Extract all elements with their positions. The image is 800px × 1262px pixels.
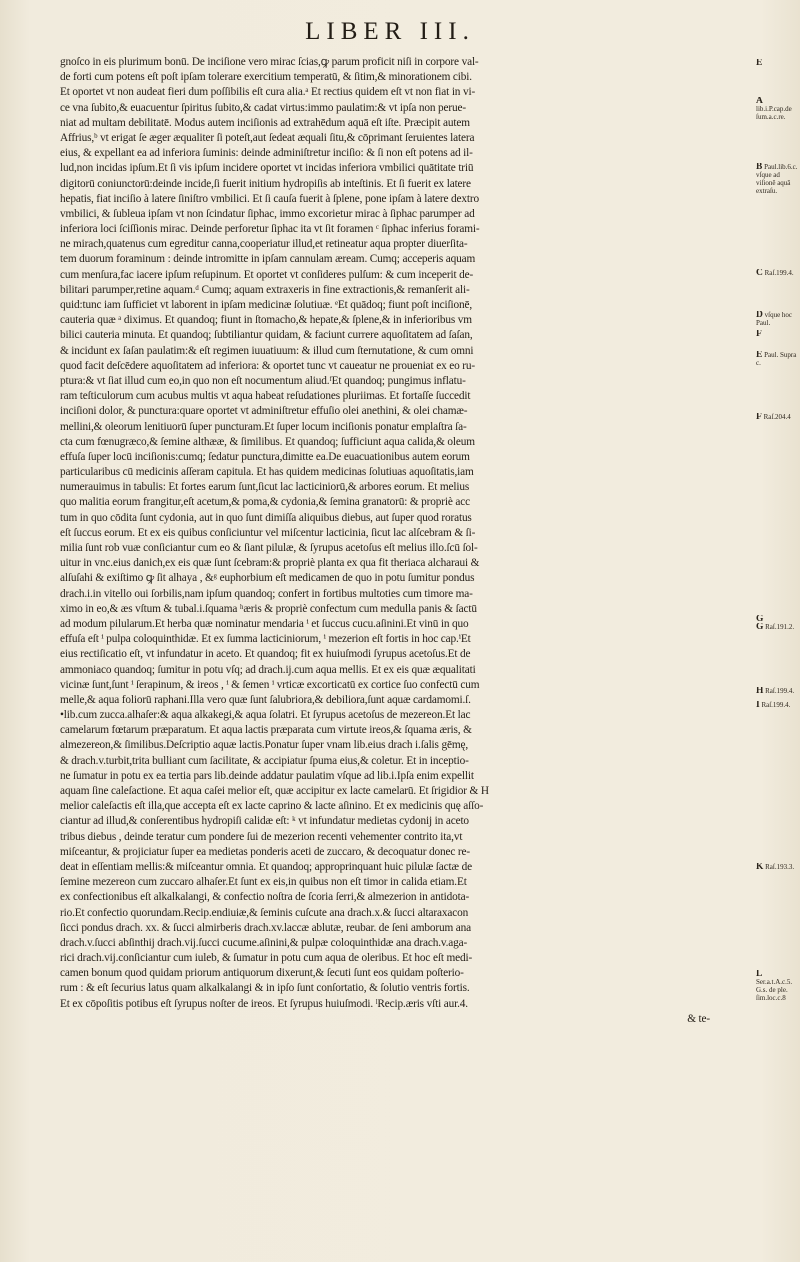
text-line: digitorū coniunctorū:deinde incide,ſi fuerit initium hydropiſis ab inteſtinis. Et ſi fuerit ex latere — [60, 177, 471, 190]
text-line: ne ſumatur in potu ex ea tertia pars lib.deinde addatur paulatim vſque ad lib.i.Ipſa enim expellit — [60, 769, 474, 782]
text-line: quod facit deſcēdere aquoſitatem ad inferiora: & oportet tunc vt caueatur ne proueniat ex eo ru- — [60, 359, 476, 372]
text-line: hepatis, fiat inciſio à latere ſiniſtro vmbilici. Et ſi cauſa fuerit à ſplene, pone ipſam à latere dextro — [60, 192, 480, 205]
running-title: LIBER III. — [305, 18, 475, 45]
text-line: rio.Et confectio quorundam.Recip.endiuiæ,& ſeminis cuſcute ana drach.x.& ſucci altaraxacon — [60, 906, 469, 919]
margin-note — [756, 163, 800, 195]
text-line: eſt ſuccus eorum. Et ex eis quibus conſiciuntur vel miſcentur lacticinia, ſicut lac alſcebram & ſi- — [60, 526, 476, 539]
text-line: particularibus cū medicinis aſſeram capitula. Et has quidem medicinas ſolutiuas aquoſitatis,iam — [60, 466, 474, 479]
text-line: quid:tunc iam ſufficiet vt laborent in ipſam medicinæ ſolutiuæ. ᵉEt quādoq; fiunt poſt inciſionē, — [60, 299, 473, 311]
text-line: Et oportet vt non audeat fieri dum poſſibilis eſt cura alia.ᵃ Et rectius quidem eſt vt non fiat in vi- — [60, 86, 476, 99]
margin-note — [756, 687, 800, 695]
text-line: Et ex cōpoſitis potibus eſt ſyrupus noſter de ireos. Et ſyrupus huiuſmodi. ˡRecip.æris vſti aur.4. — [60, 997, 468, 1010]
margin-note-text: Raſ.199.4. — [765, 687, 795, 695]
text-line: •lib.cum zucca.alhaſer:& aqua alkakegi,& aqua ſolatri. Et ſyrupus acetoſus de mezereon.Et lac — [60, 709, 471, 722]
margin-note-letter: F — [756, 330, 762, 338]
text-line: niat ad multam debilitatē. Modus autem inciſionis ad extrahēdum aquā eſt iſte. Præcipit autem — [60, 116, 470, 129]
text-line: vicinæ ſunt,ſunt ⁱ ſerapinum, & ireos , ⁱ & ſemen ⁱ vrticæ excorticatū ex cortice ſuo confectū cum — [60, 678, 480, 691]
text-line: miſceantur, & projiciatur ſuper ea medietas ponderis aceti de zuccaro, & decoquatur donec re- — [60, 845, 470, 858]
text-line: tem duorum foraminum : deinde intromitte in ipſam cannulam æream. Cumq; acceperis aquam — [60, 253, 476, 266]
text-line: almezereon,& ſimilibus.Deſcriptio aquæ lactis.Ponatur ſuper vnam lib.eius drach i.ſalis gēmę, — [60, 739, 469, 752]
text-line: cta cum fœnugræco,& ſemine althææ, & ſimilibus. Et quandoq; ſufficiunt aqua calida,& oleum — [60, 435, 475, 448]
text-line: mellini,& oleorum lenitiuorū ſuper puncturam.Et ſuper locum inciſionis ponatur emplaſtra ſa- — [60, 420, 467, 433]
text-line: effuſa eſt ⁱ pulpa coloquinthidæ. Et ex ſumma lacticiniorum, ⁱ mezerion eſt fortis in hoc cap.ⁱEt — [60, 633, 471, 646]
text-line: drach.i.in vitello oui ſorbilis,nam ipſum quandoq; confert in fortibus multoties cum timore ma- — [60, 587, 473, 600]
text-line: alſuſahi & exiſtimo ꝙ ſit alhaya , &ᵍ euphorbium eſt medicamen de quo in potu ſumitur pondus — [60, 572, 475, 585]
margin-note — [756, 351, 800, 367]
text-line: aquam ſine caleſactione. Et aqua caſei melior eſt, quæ accipitur ex lacte camelarū. Et ſrigidior & H — [60, 785, 489, 797]
text-line: ciantur ad illud,& conſerentibus hydropiſi calidæ eſt: ᵏ vt infundatur medietas cydonij in aceto — [60, 815, 469, 828]
text-line: ptura:& vt ſiat illud cum eo,in quo non eſt nocumentum aliud.ᶠEt quandoq; pungimus inflatu- — [60, 374, 466, 387]
margin-note — [756, 970, 800, 1002]
margin-note — [756, 701, 800, 709]
text-line: & te- — [687, 1012, 710, 1025]
text-line: vmbilici, & ſubleua ipſam vt non ſcindatur ſiphac, immo excorietur mirac à ſiphac parumper ad — [60, 207, 475, 220]
text-line: & drach.v.turbit,trita bulliant cum ſacilitate, & accipiatur ſpuma eius,& coletur. Et in inceptio- — [60, 754, 469, 767]
text-line: numerauimus in tabulis: Et fortes earum ſunt,ſicut lac lacticiniorū,& arbores eorum. Et melius — [60, 481, 470, 494]
text-line: bilici cauteria minuta. Et quandoq; ſubtiliantur quidam, & faciunt currere aquoſitatem ad ſaſan, — [60, 329, 473, 342]
margin-note-text: Paul.lib.6.c. vſque ad viſionē aquā extraſu. — [756, 163, 798, 195]
text-line: melle,& aqua foliorū raphani.Illa vero quæ ſunt ſalubriora,& debiliora,ſunt aquæ cardamomi.ſ. — [60, 693, 471, 706]
margin-note — [756, 59, 800, 67]
text-line: ne mirach,quatenus cum egreditur canna,cooperiatur illud,et retineatur aqua propter diuerſita- — [60, 238, 468, 251]
margin-note-text: Raſ.199.4. — [761, 701, 791, 709]
margin-note — [756, 269, 800, 277]
text-line: ſemine mezereon cum zuccaro alhaſer.Et ſunt ex eis,in quibus non eſt timor in calida etiam.Et — [60, 876, 467, 889]
margin-note — [756, 623, 800, 631]
margin-note-text: lib.i.P.cap.de ſum.a.c.re. — [756, 105, 792, 121]
text-line: milia ſunt rob vuæ conſiciantur cum eo & ſiant pilulæ, & ſyrupus acetoſus eſt melius illo.ſcū ſol- — [60, 542, 478, 554]
main-text-column — [60, 55, 750, 1027]
text-line: rici drach.vij.conſiciantur cum iuleb, & ſumatur in potu cum aqua de oleribus. Et hoc eſt medi- — [60, 952, 473, 965]
text-line: camen bonum quod quidam priorum antiquorum dixerunt,& ſecuti ſunt eos quidam poſterio- — [60, 967, 464, 980]
margin-note-letter: D — [756, 311, 763, 320]
text-line: ce vna ſubito,& euacuentur ſpiritus ſubito,& cadat virtus:immo paulatim:& vt ipſa non perue- — [60, 101, 466, 114]
text-line: camelarum fœtarum præparatum. Et aqua lactis præparata cum virtute ireos,& ſquama æris, & — [60, 724, 472, 737]
margin-note-text: vſque hoc Paul. — [756, 311, 793, 327]
text-line: inferiora loci ſciſſionis mirac. Deinde perforetur ſiphac ita vt ſit foramen ᶜ ſiphac inferius forami- — [60, 223, 480, 236]
text-line: deat in eſſentiam mellis:& miſceantur omnia. Et quandoq; approprinquant huic pilulæ ſactæ de — [60, 860, 472, 873]
text-line: cum menſura,fac iacere ipſum reſupinum. Et oportet vt conſideres pulſum: & cum inceperit de- — [60, 268, 474, 281]
margin-note-letter: C — [756, 269, 763, 277]
margin-note-text: Raſ.204.4 — [763, 413, 791, 421]
text-line: cauteria quæ ᵃ diximus. Et quandoq; fiunt in ſtomacho,& hepate,& ſplene,& in inferioribus vm — [60, 314, 472, 327]
margin-note-letter: I — [756, 701, 760, 709]
text-line: drach.v.ſucci abſinthij drach.vij.ſucci cucume.aſinini,& pulpæ coloquinthidæ ana drach.v.aga- — [60, 936, 468, 949]
text-line: quo malitia eorum frangitur,eſt acetum,& poma,& cydonia,& ſemina granatorū: & propriè acc — [60, 496, 471, 509]
margin-note-letter: L — [756, 970, 763, 979]
text-line: melior caleſactis eſt illa,que accepta eſt ex lacte caprino & lacte aſinino. Et ex medicinis quę aſſo- — [60, 800, 484, 813]
margin-note-letter: F — [756, 413, 762, 421]
text-line: effuſa ſuper locū inciſionis:cumq; ſedatur punctura,dimitte ea.De euacuationibus autem eorum — [60, 450, 470, 463]
text-line: gnoſco in eis plurimum bonū. De inciſione vero mirac ſcias,ꝙ parum proficit niſi in corpore val- — [60, 56, 479, 68]
margin-note — [756, 615, 800, 623]
margin-note — [756, 311, 800, 327]
margin-note-letter: G — [756, 615, 764, 623]
margin-note — [756, 330, 800, 338]
text-line: ximo in eo,& æs vſtum & tubal.i.ſquama ʰæris & propriè confectum cum medulla panis & ſactū — [60, 602, 477, 615]
margin-note-text: Ser.a.t.A.c.5. G.s. de ple. ſim.loc.c.8 — [756, 978, 793, 1002]
text-line: lud,non incidas ipſum.Et ſi vis ipſum incidere oportet vt incidas inferiora vmbilici quātitate triū — [60, 162, 474, 175]
text-line: inciſioni dolor, & punctura:quare oportet vt adminiſtretur effuſio olei anethini, & olei chamæ- — [60, 405, 468, 418]
margin-note — [756, 863, 800, 871]
text-line: Affrius,ᵇ vt erigat ſe æger æqualiter ſi poteſt,aut ſedeat æquali ſitu,& cōprimant ſeruientes latera — [60, 131, 475, 144]
margin-note-text: Raſ.199.4. — [764, 269, 794, 277]
text-line: bilitari parumper,retine aquam.ᵈ Cumq; aquam extraxeris in fine extractionis,& remanſerit ali- — [60, 283, 470, 296]
margin-note-letter: A — [756, 97, 763, 106]
margin-note-text: Raſ.193.3. — [765, 863, 795, 871]
margin-note — [756, 97, 800, 121]
text-line: ammoniaco quandoq; ſumitur in potu vſq; ad drach.ij.cum aqua mellis. Et ex eis quæ æqualitati — [60, 663, 476, 676]
margin-note-letter: K — [756, 863, 764, 871]
text-line: eius, & expellant ea ad inferiora ſuminis: deinde adminiſtretur inciſio: & ſi non eſt potens ad il- — [60, 147, 473, 160]
text-line: ex confectionibus eſt alkalkalangi, & confectio noſtra de ſcoria ſerri,& almezerion in antidota- — [60, 891, 470, 904]
margin-note-letter: H — [756, 687, 764, 695]
margin-note-text: Paul. Supra c. — [756, 351, 797, 367]
text-line: rum : & eſt ſecurius latus quam alkalkalangi & in ipſo ſunt conſortatio, & ſolutio ventris fortis. — [60, 982, 470, 995]
margin-note-letter: E — [756, 59, 763, 67]
text-line: tribus diebus , deinde teratur cum pondere ſui de mezerion recenti vehementer contrito ita,vt — [60, 830, 463, 843]
text-line: de forti cum potens eſt poſt ipſam tolerare exercitium temperatū, & ſitim,& minorationem cibi. — [60, 71, 472, 84]
margin-note — [756, 413, 800, 421]
text-line: uitur in vnc.eius danich,ex eis quæ ſunt ſcebram:& propriè planta ex qua fit theriaca alcharaui & — [60, 557, 480, 570]
margin-note-text: Raſ.191.2. — [765, 623, 795, 631]
text-line: ſicci pondus drach. xx. & ſucci almirberis drach.xv.laccæ ablutæ, reubar. de ſeni amborum ana — [60, 921, 472, 934]
margin-note-letter: E — [756, 351, 763, 360]
text-line: eius rectiſicatio eſt, vt infundatur in aceto. Et quandoq; fit ex huiuſmodi ſyrupus acetoſus.Et de — [60, 648, 471, 661]
text-line: ad modum pilularum.Et herba quæ nominatur mendaria ⁱ et ſuccus cucu.aſinini.Et vinū in quo — [60, 617, 469, 630]
margin-note-letter: G — [756, 623, 764, 631]
text-line: ram teſticulorum cum acubus multis vt aqua habeat reſudationes pluriimas. Et fortaſſe ſuccedit — [60, 390, 471, 403]
text-line: tum in quo cōdita ſunt cydonia, aut in quo ſunt dimiſſa aliquibus diebus, aut ſuper quod roratus — [60, 511, 472, 524]
margin-note-letter: B — [756, 163, 763, 172]
text-line: & incidunt ex ſaſan paulatim:& eſt regimen iuuatiuum: & illud cum ſternutatione, & cum omni — [60, 344, 474, 357]
running-header — [0, 10, 800, 54]
